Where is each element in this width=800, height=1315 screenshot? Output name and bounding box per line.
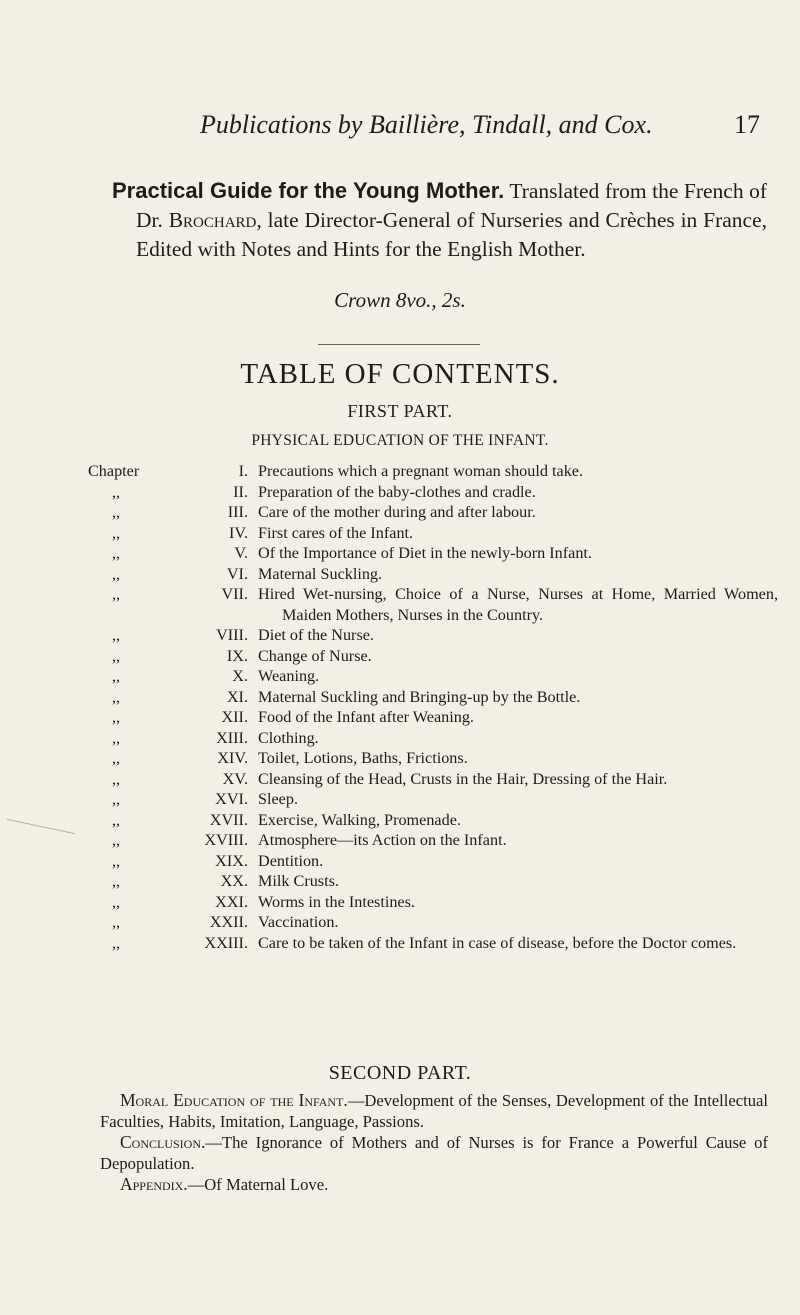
chapter-title: First cares of the Infant. (258, 523, 414, 542)
chapter-label: ,, (112, 667, 121, 685)
chapter-row (88, 564, 778, 585)
chapter-label: ,, (112, 687, 121, 706)
chapter-label: ,, (112, 544, 121, 562)
moral-education-label: Moral Education of the Infant. (120, 1090, 348, 1110)
second-part-heading: SECOND PART. (328, 1062, 472, 1084)
chapter-number: XVIII. (204, 831, 248, 849)
chapter-title: Dentition. (258, 851, 324, 870)
chapter-number: IX. (226, 646, 248, 665)
chapter-number: VII. (221, 585, 248, 603)
stray-hair-mark (7, 819, 76, 835)
chapter-number: X. (232, 667, 248, 685)
appendix-text: —Of Maternal Love. (187, 1175, 329, 1194)
chapter-title: Exercise, Walking, Promenade. (258, 810, 461, 829)
chapter-row (88, 666, 778, 687)
chapter-number: XXII. (209, 913, 248, 931)
conclusion-text: —The Ignorance of Mothers and of Nurses is for France a Powerful Cause of Depopulation. (100, 1133, 768, 1173)
second-part-body (100, 1090, 768, 1196)
chapter-row (88, 912, 778, 933)
chapter-row (88, 933, 778, 954)
chapter-title: Toilet, Lotions, Baths, Frictions. (258, 749, 468, 767)
chapter-number: XVI. (215, 790, 248, 808)
running-header (200, 110, 760, 140)
chapter-number: XII. (221, 708, 248, 726)
appendix-label: Appendix. (120, 1174, 188, 1194)
chapter-label: ,, (112, 831, 121, 849)
chapter-title: Precautions which a pregnant woman should take. (258, 462, 584, 480)
chapter-row (88, 646, 778, 667)
chapter-label: ,, (112, 708, 121, 726)
chapter-number: XX. (220, 872, 248, 890)
chapter-number: XV. (222, 769, 248, 788)
chapter-label: ,, (112, 892, 121, 911)
toc-heading: TABLE OF CONTENTS. (240, 358, 560, 390)
chapter-label: ,, (112, 790, 121, 808)
chapter-title: Maternal Suckling and Bringing-up by the Bottle. (258, 687, 581, 706)
chapter-title: Sleep. (258, 790, 299, 808)
chapter-row (88, 543, 778, 564)
chapter-number: XXIII. (204, 933, 248, 952)
chapter-label: ,, (112, 728, 121, 747)
chapter-title: Maternal Suckling. (258, 564, 383, 583)
running-title: Publications by Baillière, Tindall, and Cox. (200, 110, 653, 139)
chapter-label: ,, (112, 810, 121, 829)
price-line: Crown 8vo., 2s. (334, 288, 466, 312)
chapter-label: ,, (112, 749, 121, 767)
chapter-title: Worms in the Intestines. (258, 892, 415, 911)
appendix-paragraph (100, 1174, 768, 1196)
chapter-row (88, 461, 778, 482)
chapter-row (88, 728, 778, 749)
chapter-number: XVII. (209, 810, 248, 829)
chapter-label: ,, (112, 503, 121, 521)
conclusion-paragraph (100, 1132, 768, 1174)
chapter-title: Preparation of the baby-clothes and cradle. (258, 482, 536, 501)
page-number: 17 (734, 110, 760, 139)
chapter-row (88, 830, 778, 851)
chapter-number: VIII. (216, 626, 248, 644)
chapter-row (88, 482, 778, 503)
chapter-row (88, 748, 778, 769)
chapter-number: I. (238, 462, 248, 480)
chapter-label: ,, (112, 564, 121, 583)
chapter-label: ,, (112, 769, 121, 788)
chapter-number: II. (233, 482, 248, 501)
chapter-label: ,, (112, 585, 121, 603)
author-name: Brochard (168, 208, 257, 232)
chapter-row (88, 707, 778, 728)
chapter-row (88, 769, 778, 790)
chapter-title: Clothing. (258, 728, 319, 747)
chapter-label: ,, (112, 646, 121, 665)
chapter-title: Cleansing of the Head, Crusts in the Hair, Dressing of the Hair. (258, 769, 668, 788)
chapter-row (88, 871, 778, 892)
description-text-1: Translated from the French of Dr. (136, 179, 767, 232)
chapter-label: Chapter (88, 462, 140, 480)
moral-education-paragraph (100, 1090, 768, 1132)
chapter-row (88, 584, 778, 625)
chapter-label: ,, (112, 626, 121, 644)
moral-education-text: —Development of the Senses, Development of the Intellectual Faculties, Habits, Imitation, Language, Passions. (100, 1091, 769, 1131)
chapter-row (88, 810, 778, 831)
chapter-row (88, 851, 778, 872)
conclusion-label: Conclusion. (120, 1132, 206, 1152)
chapter-number: IV. (228, 523, 248, 542)
chapter-title: Care to be taken of the Infant in case of disease, before the Doctor comes. (258, 933, 737, 952)
chapter-number: V. (234, 544, 248, 562)
chapter-title: Milk Crusts. (258, 872, 339, 890)
chapter-row (88, 625, 778, 646)
chapter-row (88, 687, 778, 708)
chapter-label: ,, (112, 913, 121, 931)
chapter-row (88, 892, 778, 913)
chapter-title: Care of the mother during and after labour. (258, 503, 536, 521)
book-description (112, 176, 767, 264)
chapter-number: XIX. (215, 851, 248, 870)
chapter-label: ,, (112, 851, 121, 870)
first-part-heading: FIRST PART. (347, 401, 453, 421)
chapter-label: ,, (112, 523, 121, 542)
chapter-title: Atmosphere—its Action on the Infant. (258, 831, 507, 849)
physical-education-heading: PHYSICAL EDUCATION OF THE INFANT. (251, 432, 549, 449)
chapter-number: VI. (226, 564, 248, 583)
chapter-list (88, 461, 778, 953)
chapter-title: Weaning. (258, 667, 320, 685)
chapter-number: XIII. (216, 728, 248, 747)
chapter-row (88, 502, 778, 523)
chapter-title: Food of the Infant after Weaning. (258, 708, 474, 726)
chapter-row (88, 789, 778, 810)
chapter-number: XI. (226, 687, 248, 706)
chapter-title: Change of Nurse. (258, 646, 372, 665)
chapter-label: ,, (112, 872, 121, 890)
chapter-number: XXI. (215, 892, 248, 911)
chapter-label: ,, (112, 482, 121, 501)
book-title: Practical Guide for the Young Mother. (112, 178, 505, 203)
chapter-title: Vaccination. (258, 913, 339, 931)
description-text-2: , late Director-General of Nurseries and Crèches in France, Edited with Notes and Hints for the English Mother. (136, 208, 767, 261)
chapter-row (88, 523, 778, 544)
chapter-title: Of the Importance of Diet in the newly-born Infant. (258, 544, 592, 562)
chapter-label: ,, (112, 933, 121, 952)
chapter-number: XIV. (217, 749, 248, 767)
chapter-title: Hired Wet-nursing, Choice of a Nurse, Nurses at Home, Married Women, Maiden Mothers, Nurses in the Country. (258, 585, 778, 624)
divider-rule (318, 344, 480, 345)
chapter-number: III. (227, 503, 248, 521)
chapter-title: Diet of the Nurse. (258, 626, 374, 644)
